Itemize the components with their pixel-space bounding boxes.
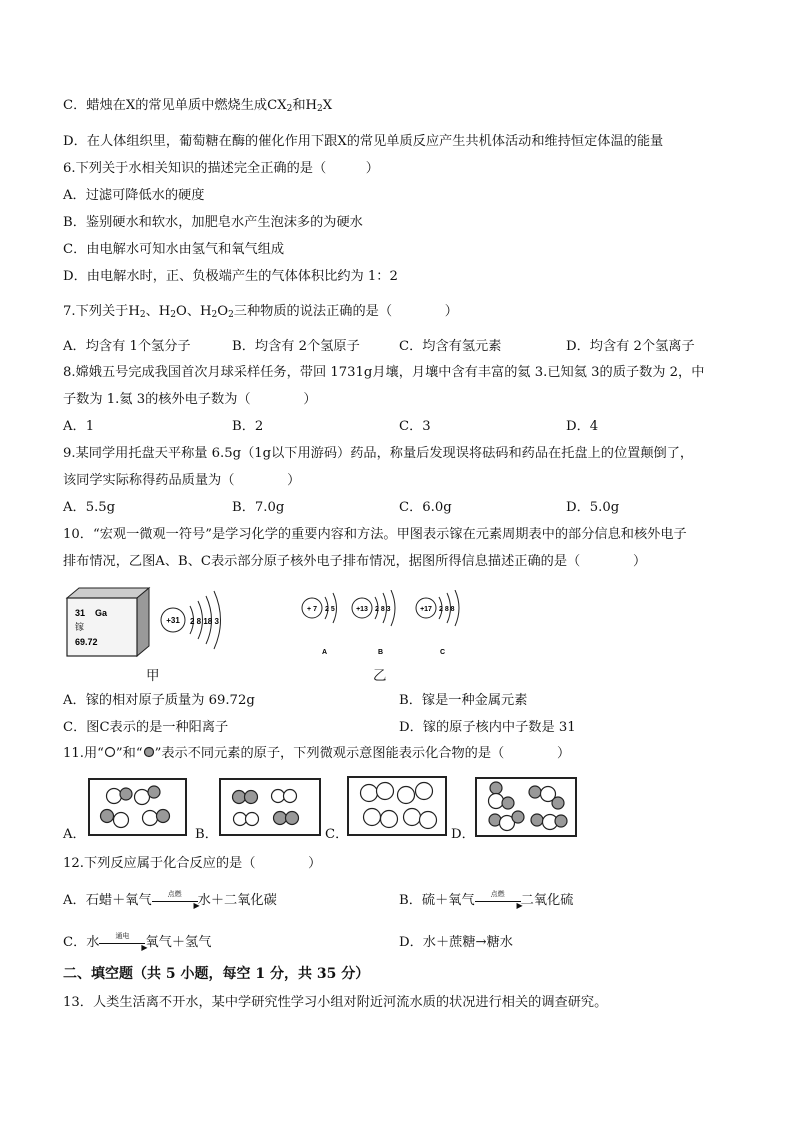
atom [286,812,299,825]
q7-option-c: C．均含有氢元素 [399,339,502,354]
cell-name: 镓 [75,623,85,633]
reaction-arrow: 点燃 ▶ [152,894,198,908]
q12-option-b: B．硫＋氧气 点燃 ▶ 二氧化硫 [399,889,574,910]
section-2-heading: 二、填空题（共 5 小题，每空 1 分，共 35 分） [63,966,370,982]
atom-b-shells-label: 2 8 3 [375,606,391,613]
cell-number: 31 [75,608,86,618]
figure-jia-caption: 甲 [146,668,160,684]
atom [245,791,258,804]
atom [512,811,524,823]
atom [143,811,158,826]
atom [416,783,433,800]
cell-symbol: Ga [95,608,108,618]
atom [107,789,122,804]
q9-stem-line2: 该同学实际称得药品质量为（ ） [63,473,301,488]
atom-a-nucleus-label: + 7 [307,606,317,613]
q8-option-c: C．3 [399,419,431,434]
atom [529,786,541,798]
atom-b-shell-3 [391,590,395,626]
atom-c-label: C [440,649,446,656]
q8-option-d: D．4 [566,419,599,434]
q5-option-c: C．蜡烛在X的常见单质中燃烧生成$CX_2$和$H_2X$ [63,98,333,114]
q11-diagram-b [206,777,324,839]
atom [489,794,504,809]
q12-option-a: A．石蜡＋氧气 点燃 ▶ 水＋二氧化碳 [63,889,277,910]
figure-yi-caption: 乙 [373,668,387,684]
atom-b [352,590,395,656]
atom [361,785,378,802]
q11-option-b-label: B． [195,827,218,842]
atom [381,811,398,828]
gallium-figure [63,586,243,658]
atom [272,790,285,803]
q11-b-frame [220,779,320,835]
atom [148,786,160,798]
atom-a-shells-label: 2 5 [325,606,335,613]
atom [114,813,129,828]
q5-option-d: D．在人体组织里，葡萄糖在酶的催化作用下跟X的常见单质反应产生共机体活动和维持恒定体温的能量 [63,134,664,149]
q6-stem: 6.下列关于水相关知识的描述完全正确的是（ ） [63,161,379,176]
q12-option-c: C．水 通电 ▶ 氧气＋氢气 [63,931,212,952]
q12-stem: 12.下列反应属于化合反应的是（ ） [63,856,322,871]
atom [555,815,567,827]
atom [404,809,421,826]
atom [274,812,287,825]
atom [377,783,394,800]
reaction-arrow: 通电 ▶ [99,936,145,950]
q8-stem-line2: 子数为 1.氦 3的核外电子数为（ ） [63,392,317,407]
q6-option-b: B．鉴别硬水和软水，加肥皂水产生泡沫多的为硬水 [63,215,363,230]
q11-a-frame [89,779,186,835]
atom [157,810,170,823]
q10-option-b: B．镓是一种金属元素 [399,693,528,708]
q11-option-d-label: D． [451,827,475,842]
q10-option-a: A．镓的相对原子质量为 69.72g [63,693,255,708]
atom [233,791,246,804]
atom [101,810,114,823]
atom [552,797,564,809]
atom-a-label: A [322,649,328,656]
q10-stem-line2: 排布情况，乙图A、B、C表示部分原子核外电子排布情况，据图所得信息描述正确的是（ ） [63,554,647,569]
atom [234,813,247,826]
q13-stem: 13．人类生活离不开水，某中学研究性学习小组对附近河流水质的状况进行相关的调查研究。 [63,995,608,1010]
atom-c-nucleus-label: +17 [420,606,432,613]
q6-option-d: D．由电解水时，正、负极端产生的气体体积比约为 1：2 [63,269,398,284]
white-atom-icon [104,746,116,758]
cell-mass: 69.72 [75,637,98,647]
atoms-figure [292,590,474,658]
cell-box-side [137,588,149,656]
q11-stem: 11.用“ ”和“ ”表示不同元素的原子，下列微观示意图能表示化合物的是（ ） [63,746,571,761]
q11-option-c-label: C． [325,827,349,842]
atom [364,809,381,826]
ga-shells-label: 2 8 18 3 [190,617,219,626]
q8-option-a: A．1 [63,419,95,434]
q6-option-a: A．过滤可降低水的硬度 [63,188,205,203]
atom-b-label: B [378,649,384,656]
q9-stem-line1: 9.某同学用托盘天平称量 6.5g（1g以下用游码）药品，称量后发现误将砝码和药品在托盘上的位置颠倒了， [63,446,694,461]
atom [490,782,502,794]
q10-option-d: D．镓的原子核内中子数是 31 [399,720,576,735]
q8-stem-line1: 8.嫦娥五号完成我国首次月球采样任务，带回 1731g月壤，月壤中含有丰富的氦 3.已知氦 3的质子数为 2，中 [63,365,705,380]
q6-option-c: C．由电解水可知水由氢气和氧气组成 [63,242,285,257]
atom-c-shell-3 [455,590,459,626]
atom-c [416,590,459,656]
q11-diagram-c [336,775,450,839]
atom [502,797,514,809]
q8-option-b: B．2 [232,419,264,434]
atom [398,787,415,804]
ga-nucleus-label: +31 [166,616,180,625]
gray-atom-icon [143,746,155,758]
q12-option-d: D．水＋蔗糖→糖水 [399,935,513,950]
atom [420,812,437,829]
atom [531,814,543,826]
q7-stem: 7.下列关于$H_2$、$H_2O$、$H_2O_2$三种物质的说法正确的是（ ） [63,304,458,320]
atom-a [302,593,337,656]
q11-diagram-a [80,777,190,839]
atom [284,790,297,803]
q10-stem-line1: 10．“宏观一微观一符号”是学习化学的重要内容和方法。甲图表示镓在元素周期表中的部分信息和核外电子 [63,527,687,542]
q7-option-a: A．均含有 1个氢分子 [63,339,191,354]
atom [135,790,150,805]
atom-c-shells-label: 2 8 8 [439,606,455,613]
q9-option-c: C．6.0g [399,500,452,515]
q9-option-a: A．5.5g [63,500,116,515]
atom [120,788,132,800]
right-arrow-icon: → [475,935,487,950]
cell-box-top [67,588,149,598]
q11-diagram-d [462,776,580,840]
atom-b-nucleus-label: +13 [356,606,368,613]
atom [246,813,259,826]
q10-option-c: C．图C表示的是一种阳离子 [63,720,229,735]
reaction-arrow: 点燃 ▶ [475,894,521,908]
q7-option-b: B．均含有 2个氢原子 [232,339,360,354]
q9-option-b: B．7.0g [232,500,285,515]
q9-option-d: D．5.0g [566,500,620,515]
q11-option-a-label: A． [63,827,86,842]
q7-option-d: D．均含有 2个氢离子 [566,339,695,354]
